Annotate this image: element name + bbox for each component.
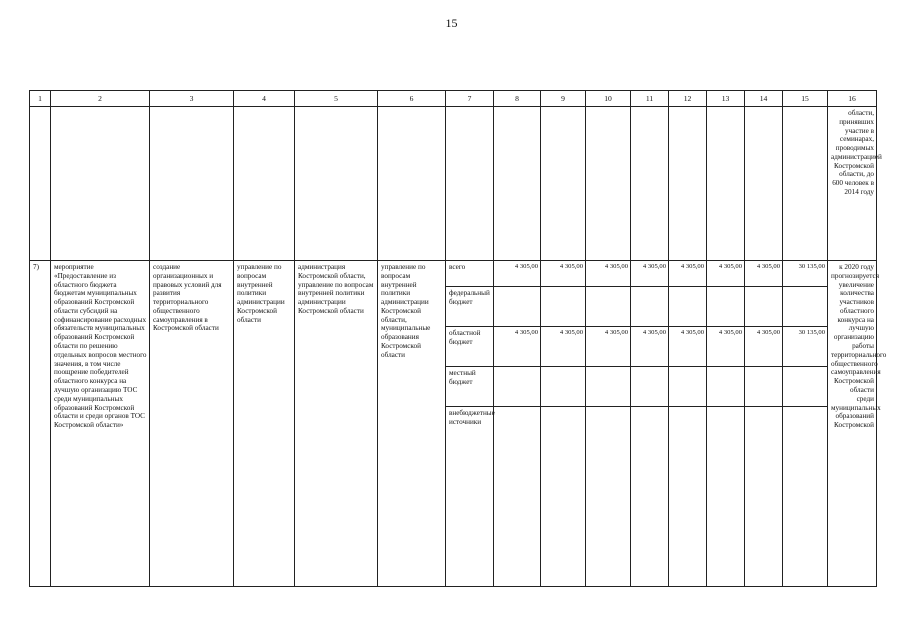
column-header: 3 [150,91,234,107]
total-cell [783,367,828,407]
result-cell: к 2020 году прогнозируется увеличение количества участников областного конкурса на лучшую организацию работы территориального общественного самоуправления Костромской области среди муниципальных образований Костромской [828,261,877,587]
recipient-cell: управление по вопросам внутренней политики администрации Костромской области, муниципальные образования Костромской области [378,261,446,587]
column-header: 10 [586,91,631,107]
value-cell [586,407,631,587]
table-row-continuation [30,107,877,261]
value-cell: 4 305,00 [541,261,586,287]
table-cell [541,107,586,261]
value-cell: 4 305,00 [631,261,669,287]
table-cell [631,107,669,261]
table-cell [378,107,446,261]
column-number-row [30,91,877,107]
table-row [30,261,877,287]
total-cell [783,287,828,327]
row-number-cell: 7) [30,261,51,587]
table-cell [295,107,378,261]
total-cell: 30 135,00 [783,261,828,287]
table-cell [150,107,234,261]
table-cell [234,107,295,261]
value-cell: 4 305,00 [494,261,541,287]
measure-cell: мероприятие «Предоставление из областного бюджета бюджетам муниципальных образований Костромской области субсидий на софинансирование расходных обязательств муниципальных образований Костромской области по решению отдельных вопросов местного значения, в том числе поощрение победителей областного конкурса на лучшую организацию ТОС среди муниципальных образований Костромской области и среди органов ТОС Костромской области» [51,261,150,587]
value-cell [669,287,707,327]
value-cell [541,407,586,587]
value-cell: 4 305,00 [745,261,783,287]
value-cell [494,287,541,327]
value-cell [707,367,745,407]
result-continuation-cell: области, принявших участие в семинарах, проводимых администрацией Костромской области, до 600 человек в 2014 году [828,107,877,261]
value-cell [745,367,783,407]
column-header: 8 [494,91,541,107]
source-label-cell: федеральный бюджет [446,287,494,327]
value-cell [669,407,707,587]
table-cell [494,107,541,261]
value-cell: 4 305,00 [586,261,631,287]
total-cell: 30 135,00 [783,327,828,367]
page-number: 15 [445,16,458,30]
value-cell [631,287,669,327]
value-cell: 4 305,00 [669,261,707,287]
value-cell: 4 305,00 [669,327,707,367]
source-label-cell: местный бюджет [446,367,494,407]
column-header: 6 [378,91,446,107]
value-cell: 4 305,00 [745,327,783,367]
value-cell [707,287,745,327]
value-cell: 4 305,00 [707,261,745,287]
table-cell [745,107,783,261]
source-label-cell: областной бюджет [446,327,494,367]
column-header: 7 [446,91,494,107]
value-cell [586,287,631,327]
value-cell [494,367,541,407]
source-label-cell: внебюджетные источники [446,407,494,587]
column-header: 9 [541,91,586,107]
column-header: 12 [669,91,707,107]
total-cell [783,407,828,587]
executor-cell: управление по вопросам внутренней политики администрации Костромской области [234,261,295,587]
column-header: 13 [707,91,745,107]
value-cell [707,407,745,587]
value-cell [631,407,669,587]
table-cell [669,107,707,261]
value-cell [745,407,783,587]
table-cell [707,107,745,261]
table-cell [446,107,494,261]
table-cell [783,107,828,261]
value-cell: 4 305,00 [494,327,541,367]
value-cell [669,367,707,407]
column-header: 5 [295,91,378,107]
value-cell: 4 305,00 [631,327,669,367]
column-header: 16 [828,91,877,107]
column-header: 15 [783,91,828,107]
column-header: 2 [51,91,150,107]
value-cell [631,367,669,407]
table-cell [51,107,150,261]
column-header: 14 [745,91,783,107]
value-cell [494,407,541,587]
column-header: 11 [631,91,669,107]
program-table [29,90,887,587]
value-cell: 4 305,00 [586,327,631,367]
value-cell: 4 305,00 [707,327,745,367]
source-label-cell: всего [446,261,494,287]
value-cell [745,287,783,327]
column-header: 1 [30,91,51,107]
value-cell [586,367,631,407]
objective-cell: создание организационных и правовых условий для развития территориального общественного самоуправления в Костромской области [150,261,234,587]
value-cell [541,287,586,327]
table-cell [586,107,631,261]
value-cell [541,367,586,407]
value-cell: 4 305,00 [541,327,586,367]
customer-cell: администрация Костромской области, управление по вопросам внутренней политики администрации Костромской области [295,261,378,587]
column-header: 4 [234,91,295,107]
table-cell [30,107,51,261]
